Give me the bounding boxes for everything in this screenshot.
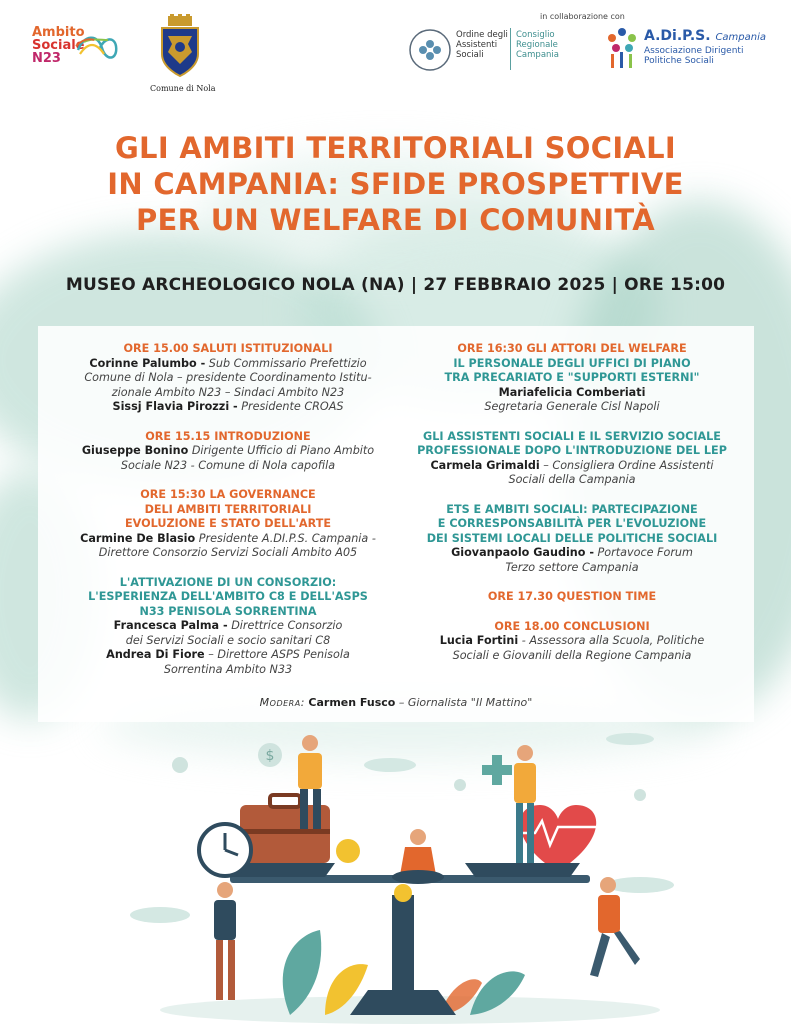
speaker-name: Lucia Fortini — [439, 634, 519, 647]
program-right-column — [402, 342, 742, 678]
program-session — [58, 576, 398, 678]
logo-text: Ordine degli — [456, 30, 508, 40]
speaker-role: – Consigliera Ordine Assistenti — [543, 458, 714, 472]
program-session — [402, 503, 742, 576]
speaker-role: - Assessora alla Scuola, Politiche — [521, 634, 705, 647]
speaker-name: Carmine De Blasio — [80, 531, 196, 545]
speaker-role: Sociali della Campania — [508, 473, 636, 486]
nola-caption: Comune di Nola — [150, 84, 216, 93]
speaker-role: Portavoce Forum — [597, 546, 693, 559]
collaboration-label: in collaborazione con — [540, 12, 625, 21]
comune-di-nola-logo — [150, 14, 216, 96]
header — [0, 0, 791, 110]
logo-text: Assistenti — [456, 40, 498, 50]
venue-date-time: MUSEO ARCHEOLOGICO NOLA (NA) | 27 FEBBRAIO 2025 | ORE 15:00 — [65, 275, 726, 295]
logo-divider — [510, 28, 511, 70]
balance-scale-icon — [220, 863, 590, 1015]
session-heading: ETS E AMBITI SOCIALI: PARTECIPAZIONE — [446, 502, 698, 516]
person-meditating-figure — [392, 829, 444, 884]
infinity-ribbon-icon — [74, 28, 120, 70]
logo-text: Campania — [516, 50, 559, 60]
speaker-role: Sociale N23 - Comune di Nola capofila — [120, 458, 336, 472]
session-heading: EVOLUZIONE E STATO DELL'ARTE — [125, 517, 331, 530]
program-session — [58, 430, 398, 474]
program-session — [58, 488, 398, 561]
speaker-name: Sissj Flavia Pirozzi - — [112, 400, 238, 413]
session-heading: L'ESPERIENZA DELL'AMBITO C8 E DELL'ASPS — [88, 590, 368, 603]
speaker-name: Carmela Grimaldi — [430, 458, 540, 472]
title-line: GLI AMBITI TERRITORIALI SOCIALI — [114, 131, 677, 165]
speaker-role: Comune di Nola – presidente Coordinamento Istitu- — [84, 371, 372, 384]
consiglio-name — [516, 30, 559, 60]
session-heading: DEI SISTEMI LOCALI DELLE POLITICHE SOCIALI — [426, 531, 718, 545]
adips-name — [644, 28, 766, 44]
session-heading: GLI ASSISTENTI SOCIALI E IL SERVIZIO SOCIALE — [423, 429, 721, 443]
medical-cross-icon — [482, 755, 512, 785]
session-heading: ORE 15.00 SALUTI ISTITUZIONALI — [123, 342, 333, 355]
speaker-role: Presidente A.DI.P.S. Campania - — [198, 531, 376, 545]
adips-subtitle — [644, 46, 743, 66]
speaker-name: Giovanpaolo Gaudino - — [451, 546, 594, 559]
session-heading: ORE 15:30 LA GOVERNANCE — [140, 488, 316, 501]
moderator-role: – Giornalista "Il Mattino" — [398, 696, 533, 709]
logo-text: N23 — [32, 51, 61, 66]
session-heading: PROFESSIONALE DOPO L'INTRODUZIONE DEL LEP — [417, 444, 727, 457]
session-heading: ORE 15.15 INTRODUZIONE — [145, 429, 311, 443]
ordine-assistenti-sociali-logo — [408, 28, 568, 72]
session-heading: ORE 18.00 CONCLUSIONI — [494, 619, 650, 633]
coat-of-arms-icon — [158, 14, 202, 78]
logo-text: Sociale — [32, 38, 85, 53]
ordine-name — [456, 30, 508, 60]
welfare-balance-illustration — [120, 725, 700, 1024]
speaker-role: zionale Ambito N23 – Sindaci Ambito N23 — [111, 385, 345, 399]
speaker-role: Sub Commissario Prefettizio — [208, 356, 367, 370]
speaker-role: Sorrentina Ambito N33 — [163, 662, 293, 676]
session-heading: ORE 16:30 GLI ATTORI DEL WELFARE — [457, 342, 687, 355]
people-tree-icon — [604, 26, 640, 70]
logo-text: A.Di.P.S. — [644, 28, 711, 44]
speaker-name: Mariafelicia Comberiati — [498, 385, 646, 399]
speaker-role: Terzo settore Campania — [505, 560, 639, 574]
logo-text: Associazione Dirigenti — [644, 46, 744, 56]
speaker-role: Segretaria Generale Cisl Napoli — [484, 400, 660, 413]
coin-icon — [336, 839, 360, 863]
program-session — [402, 620, 742, 664]
session-heading: N33 PENISOLA SORRENTINA — [139, 604, 317, 618]
speaker-role: Direttore Consorzio Servizi Sociali Ambito A05 — [98, 546, 358, 559]
program-panel — [38, 326, 754, 722]
event-title — [40, 130, 751, 238]
logo-text: Sociali — [456, 50, 484, 60]
speaker-role: Presidente CROAS — [241, 400, 344, 413]
session-heading: TRA PRECARIATO E "SUPPORTI ESTERNI" — [444, 371, 700, 384]
session-heading: ORE 17.30 QUESTION TIME — [487, 590, 657, 603]
logo-text: Regionale — [516, 40, 558, 50]
speaker-role: Sociali e Giovanili della Regione Campania — [452, 648, 692, 662]
speaker-role: dei Servizi Sociali e socio sanitari C8 — [125, 633, 331, 647]
speaker-role: Direttrice Consorzio — [231, 619, 343, 632]
speaker-name: Giuseppe Bonino — [81, 444, 189, 457]
session-heading: E CORRESPONSABILITÀ PER L'EVOLUZIONE — [437, 517, 707, 530]
session-heading: L'ATTIVAZIONE DI UN CONSORZIO: — [119, 575, 337, 589]
speaker-name: Corinne Palumbo - — [89, 356, 206, 370]
person-holding-clock-figure — [214, 882, 236, 1000]
session-heading: IL PERSONALE DEGLI UFFICI DI PIANO — [453, 356, 691, 370]
program-session — [402, 430, 742, 488]
session-heading: DELI AMBITI TERRITORIALI — [144, 502, 312, 516]
moderator-label: Modera: — [259, 696, 305, 709]
ordine-emblem-icon — [408, 28, 452, 72]
moderator-line — [38, 696, 754, 709]
ambito-sociale-logo — [30, 24, 122, 74]
dollar-icon — [258, 743, 282, 767]
moderator-name: Carmen Fusco — [308, 696, 396, 709]
speaker-role: Dirigente Ufficio di Piano Ambito — [191, 444, 375, 457]
clock-icon — [199, 824, 251, 876]
speaker-name: Andrea Di Fiore — [106, 648, 205, 661]
person-medical-figure — [514, 745, 536, 863]
program-session — [402, 342, 742, 415]
logo-text: Politiche Sociali — [644, 56, 714, 66]
adips-campania-logo — [604, 24, 774, 72]
title-line: PER UN WELFARE DI COMUNITÀ — [136, 203, 655, 237]
title-line: IN CAMPANIA: SFIDE PROSPETTIVE — [107, 167, 684, 201]
logo-text: Ambito — [32, 25, 85, 40]
logo-region: Campania — [715, 32, 767, 43]
svg-text:$: $ — [265, 748, 275, 764]
program-session — [58, 342, 398, 415]
speaker-name: Francesca Palma - — [113, 619, 228, 632]
logo-text: Consiglio — [516, 30, 555, 40]
program-session — [402, 590, 742, 605]
speaker-role: – Direttore ASPS Penisola — [208, 648, 350, 661]
program-left-column — [58, 342, 398, 692]
